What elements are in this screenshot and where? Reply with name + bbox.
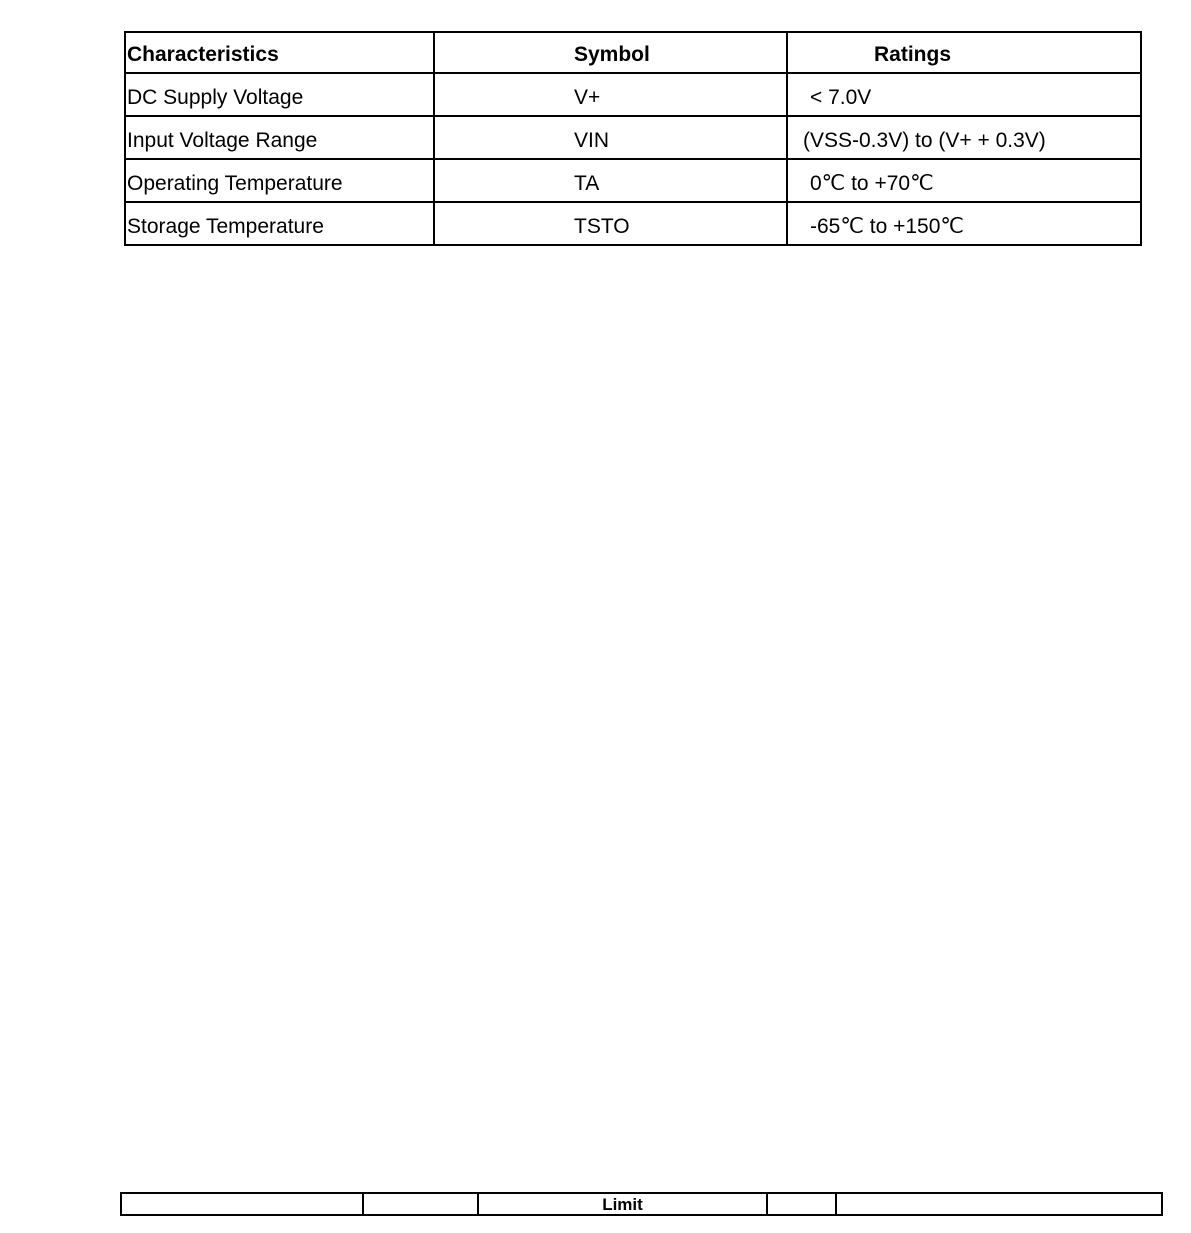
table-row [125,202,1141,245]
cell-symbol: TSTO [434,202,787,245]
header-characteristics: Characteristics [125,32,434,73]
cell-symbol: VIN [434,116,787,159]
header-symbol: Symbol [434,32,787,73]
table-row [125,73,1141,116]
table-header-row [125,32,1141,73]
cell-characteristic: Input Voltage Range [125,116,434,159]
cell-rating: 0℃ to +70℃ [787,159,1141,202]
table-header-row [121,1193,1162,1215]
cell-symbol: TA [434,159,787,202]
cell-characteristic: Operating Temperature [125,159,434,202]
cell-rating: -65℃ to +150℃ [787,202,1141,245]
cell-rating: (VSS-0.3V) to (V+ + 0.3V) [787,116,1141,159]
cell-characteristic: DC Supply Voltage [125,73,434,116]
cell-symbol: V+ [434,73,787,116]
table-row [125,159,1141,202]
header-ratings: Ratings [787,32,1141,73]
cell-characteristic: Storage Temperature [125,202,434,245]
empty-header-cell [767,1193,836,1215]
absolute-maximum-ratings-table [124,31,1142,246]
limit-table-header [120,1192,1163,1216]
empty-header-cell [121,1193,363,1215]
empty-header-cell [836,1193,1162,1215]
table-row [125,116,1141,159]
header-limit: Limit [478,1193,767,1215]
empty-header-cell [363,1193,478,1215]
cell-rating: < 7.0V [787,73,1141,116]
